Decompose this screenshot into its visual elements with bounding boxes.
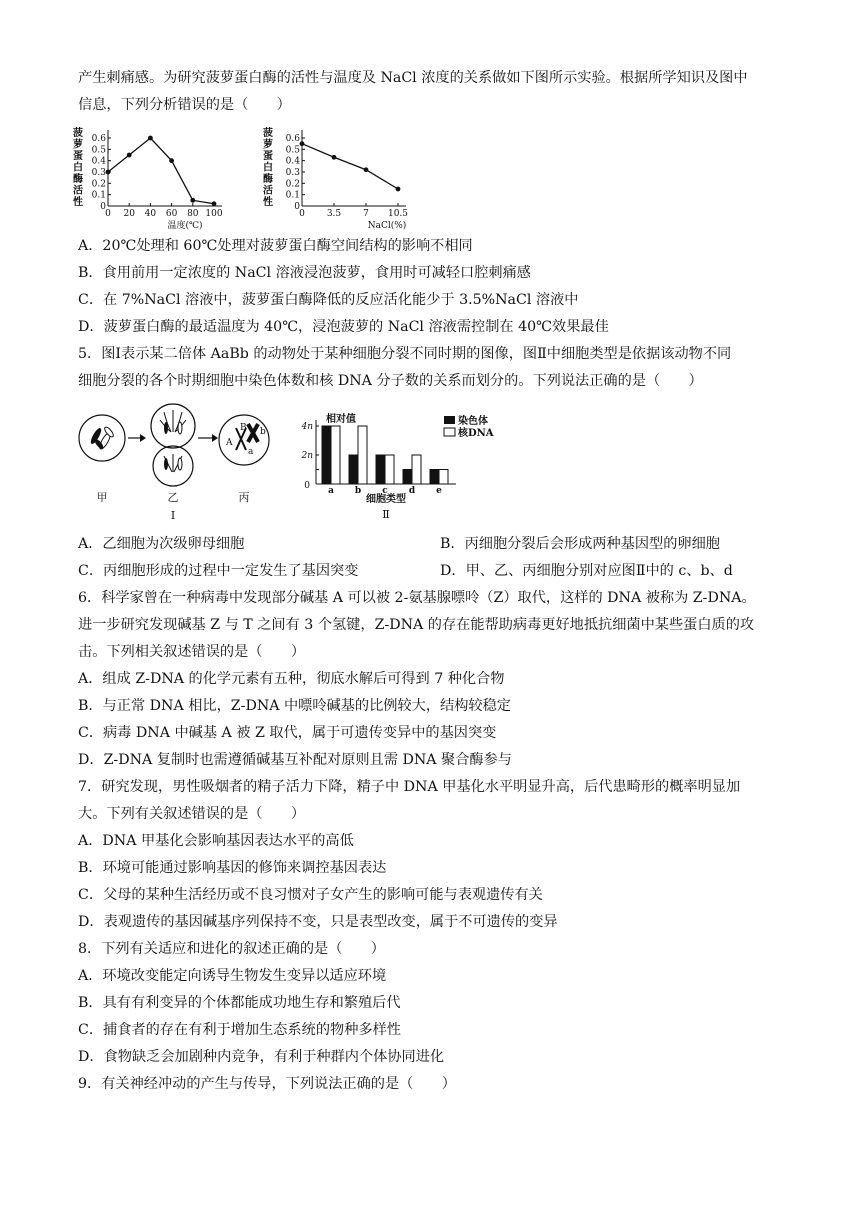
x-tick-label: 10.5 (387, 209, 409, 219)
y-tick-label: 2n (301, 451, 313, 461)
bar-chart-xlabel: 细胞类型 (366, 494, 406, 505)
q6-option-c: C．病毒 DNA 中碱基 A 被 Z 取代，属于可遗传变异中的基因突变 (78, 725, 497, 741)
legend-swatch-dna (444, 428, 455, 436)
data-point (106, 170, 111, 175)
data-point (148, 136, 153, 141)
data-point (169, 158, 174, 163)
ylabel-char: 萝 (263, 139, 273, 151)
y-tick-label: 0.1 (91, 190, 106, 201)
cell-division-figure (74, 398, 284, 526)
nacl-chart-axes (302, 130, 406, 206)
ylabel-char: 白 (73, 162, 83, 174)
temperature-chart-axes (108, 130, 222, 206)
q8-option-d: D．食物缺乏会加剧种内竞争，有利于种群内个体协同进化 (78, 1049, 445, 1065)
x-tick-label: 0 (105, 209, 111, 219)
bar-chromosome-a (322, 426, 331, 484)
legend-swatch-chromosome (444, 416, 455, 424)
temperature-activity-chart (72, 122, 242, 232)
y-tick-label: 0.2 (91, 179, 106, 190)
x-tick-label: 40 (144, 209, 157, 219)
x-tick-label: e (436, 486, 442, 496)
x-tick-label: 7 (363, 209, 369, 219)
q7-option-a: A．DNA 甲基化会影响基因表达水平的高低 (78, 833, 354, 849)
q4-option-b: B．食用前用一定浓度的 NaCl 溶液浸泡菠萝，食用时可减轻口腔刺痛感 (78, 265, 531, 281)
bar-chromosome-e (430, 470, 439, 485)
q5-stem-line-2: 细胞分裂的各个时期细胞中染色体数和核 DNA 分子数的关系而划分的。下列说法正确的是（ ） (78, 373, 703, 389)
ylabel-char: 活 (73, 185, 83, 197)
q7-stem-line-2: 大。下列有关叙述错误的是（ ） (78, 806, 306, 822)
bar-chart-zero: 0 (304, 481, 310, 491)
bar-dna-a (331, 426, 340, 484)
ylabel-char: 萝 (73, 139, 83, 151)
figure-1-caption: Ⅰ (170, 509, 176, 522)
temperature-chart-line (108, 138, 214, 204)
data-point (127, 153, 132, 158)
intro-line-2: 信息，下列分析错误的是（ ） (78, 97, 291, 113)
q6-stem-line-3: 击。下列相关叙述错误的是（ ） (78, 644, 306, 660)
y-tick-label: 0.4 (285, 156, 300, 167)
x-tick-label: 100 (205, 209, 223, 219)
q7-option-b: B．环境可能通过影响基因的修饰来调控基因表达 (78, 860, 387, 876)
nacl-activity-chart (262, 122, 422, 232)
gene-label-a-lower: a (248, 447, 254, 457)
q7-option-d: D．表观遗传的基因碱基序列保持不变，只是表型改变，属于不可遗传的变异 (78, 914, 558, 930)
ylabel-char: 酶 (73, 174, 83, 185)
y-tick-label: 0 (294, 202, 300, 212)
q6-option-d: D．Z-DNA 复制时也需遵循碱基互补配对原则且需 DNA 聚合酶参与 (78, 752, 512, 768)
q5-stem-line-1: 5．图Ⅰ表示某二倍体 AaBb 的动物处于某种细胞分裂不同时期的图像，图Ⅱ中细胞类型是依据该动物不同 (78, 346, 732, 362)
q4-option-c: C．在 7%NaCl 溶液中，菠萝蛋白酶降低的反应活化能少于 3.5%NaCl 溶液中 (78, 292, 579, 308)
data-point (332, 155, 337, 160)
q8-option-b: B．具有有利变异的个体都能成功地生存和繁殖后代 (78, 995, 401, 1011)
arrow-head (212, 434, 218, 442)
intro-line-1: 产生刺痛感。为研究菠萝蛋白酶的活性与温度及 NaCl 浓度的关系做如下图所示实验。根据所学知识及图中 (78, 70, 748, 86)
y-tick-label: 0.3 (285, 168, 300, 178)
bar-chromosome-b (349, 455, 358, 484)
nacl-chart-xticks (299, 203, 408, 219)
y-tick-label: 0.3 (91, 168, 106, 178)
chromosome (164, 422, 168, 434)
q5-option-d: D．甲、乙、丙细胞分别对应图Ⅱ中的 c、b、d (440, 563, 733, 579)
x-tick-label: d (408, 486, 416, 496)
q6-stem-line-1: 6．科学家曾在一种病毒中发现部分碱基 A 可以被 2-氨基腺嘌呤（Z）取代，这样的 DNA 被称为 Z-DNA。 (78, 590, 756, 606)
cell-label-jia: 甲 (96, 491, 108, 504)
ylabel-char: 菠 (73, 128, 83, 139)
ylabel-char: 白 (263, 162, 273, 174)
nacl-chart-xlabel: NaCl(%) (367, 221, 407, 231)
y-tick-label: 0 (100, 202, 106, 212)
y-tick-label: 0.2 (285, 179, 300, 190)
q5-option-c: C．丙细胞形成的过程中一定发生了基因突变 (78, 563, 359, 579)
y-tick-label: 4n (301, 422, 313, 432)
x-tick-label: 60 (165, 209, 178, 219)
ylabel-char: 蛋 (263, 151, 273, 162)
chromosome (178, 422, 182, 434)
temperature-chart-xlabel: 温度(℃) (167, 221, 203, 231)
bar-dna-c (385, 455, 394, 484)
cell-type-bar-chart (296, 410, 516, 528)
ylabel-char: 酶 (263, 174, 273, 185)
x-tick-label: a (328, 486, 334, 496)
q6-stem-line-2: 进一步研究发现碱基 Z 与 T 之间有 3 个氢键，Z-DNA 的存在能帮助病毒更好地抵抗细菌中某些蛋白质的攻 (78, 617, 755, 633)
ylabel-char: 活 (263, 185, 273, 197)
chromosome-pair-filled (248, 424, 258, 442)
q4-option-a: A．20℃处理和 60℃处理对菠萝蛋白酶空间结构的影响不相同 (78, 238, 473, 254)
ylabel-char: 性 (263, 197, 273, 208)
nacl-chart-line (302, 144, 398, 189)
data-point (212, 201, 217, 206)
x-tick-label: 80 (187, 209, 199, 219)
gene-label-b-upper: B (240, 423, 247, 433)
bar-chart-bars (322, 426, 448, 484)
q6-option-a: A．组成 Z-DNA 的化学元素有五种，彻底水解后可得到 7 种化合物 (78, 671, 505, 687)
y-tick-label: 0.5 (285, 145, 300, 156)
data-point (364, 167, 369, 172)
figure-2-caption: Ⅱ (382, 508, 390, 521)
y-tick-label: 0.6 (285, 134, 300, 144)
q8-stem: 8．下列有关适应和进化的叙述正确的是（ ） (78, 941, 385, 957)
q4-option-d: D．菠萝蛋白酶的最适温度为 40℃，浸泡菠萝的 NaCl 溶液需控制在 40℃效果最佳 (78, 319, 609, 335)
chromosome (178, 458, 182, 470)
q8-option-c: C．捕食者的存在有利于增加生态系统的物种多样性 (78, 1022, 401, 1038)
data-point (396, 187, 401, 192)
bar-dna-d (412, 455, 421, 484)
y-tick-label: 0.6 (91, 134, 106, 144)
ylabel-char: 性 (73, 197, 83, 208)
legend-label-chromosome: 染色体 (458, 416, 488, 427)
bar-dna-b (358, 426, 367, 484)
ylabel-char: 菠 (263, 128, 273, 139)
bar-dna-e (439, 470, 448, 485)
temperature-chart-points (106, 136, 217, 207)
bar-chromosome-d (403, 470, 412, 485)
y-tick-label: 0.4 (91, 156, 106, 167)
temperature-chart-ylabel (73, 126, 83, 208)
data-point (300, 141, 305, 146)
arrow-head (140, 434, 146, 442)
gene-label-a-upper: A (226, 438, 233, 448)
gene-label-b-lower: b (260, 427, 266, 437)
x-tick-label: 3.5 (326, 209, 342, 219)
x-tick-label: c (382, 486, 388, 496)
cell-label-yi: 乙 (167, 491, 179, 504)
cell-label-bing: 丙 (238, 491, 250, 504)
q5-option-b: B．丙细胞分裂后会形成两种基因型的卵细胞 (440, 536, 720, 552)
q7-stem-line-1: 7．研究发现，男性吸烟者的精子活力下降，精子中 DNA 甲基化水平明显升高，后代患畸形的概率明显加 (78, 779, 741, 795)
legend-label-dna: 核DNA (458, 428, 494, 439)
q6-option-b: B．与正常 DNA 相比，Z-DNA 中嘌呤碱基的比例较大，结构较稳定 (78, 698, 511, 714)
chromosome (164, 458, 168, 470)
x-tick-label: 20 (123, 209, 135, 219)
q7-option-c: C．父母的某种生活经历或不良习惯对子女产生的影响可能与表观遗传有关 (78, 887, 543, 903)
q8-option-a: A．环境改变能定向诱导生物发生变异以适应环境 (78, 968, 387, 984)
bar-chromosome-c (376, 455, 385, 484)
cell-jia (79, 415, 125, 461)
data-point (190, 198, 195, 203)
q5-option-a: A．乙细胞为次级卵母细胞 (78, 536, 245, 552)
nacl-chart-ylabel (263, 126, 273, 208)
x-tick-label: 0 (299, 209, 305, 219)
y-tick-label: 0.1 (285, 190, 300, 201)
temperature-chart-xticks (105, 203, 223, 219)
x-tick-label: b (354, 486, 362, 496)
q9-stem: 9．有关神经冲动的产生与传导，下列说法正确的是（ ） (78, 1076, 456, 1092)
ylabel-char: 蛋 (73, 151, 83, 162)
bar-chart-ylabel: 相对值 (326, 414, 356, 425)
y-tick-label: 0.5 (91, 145, 106, 156)
